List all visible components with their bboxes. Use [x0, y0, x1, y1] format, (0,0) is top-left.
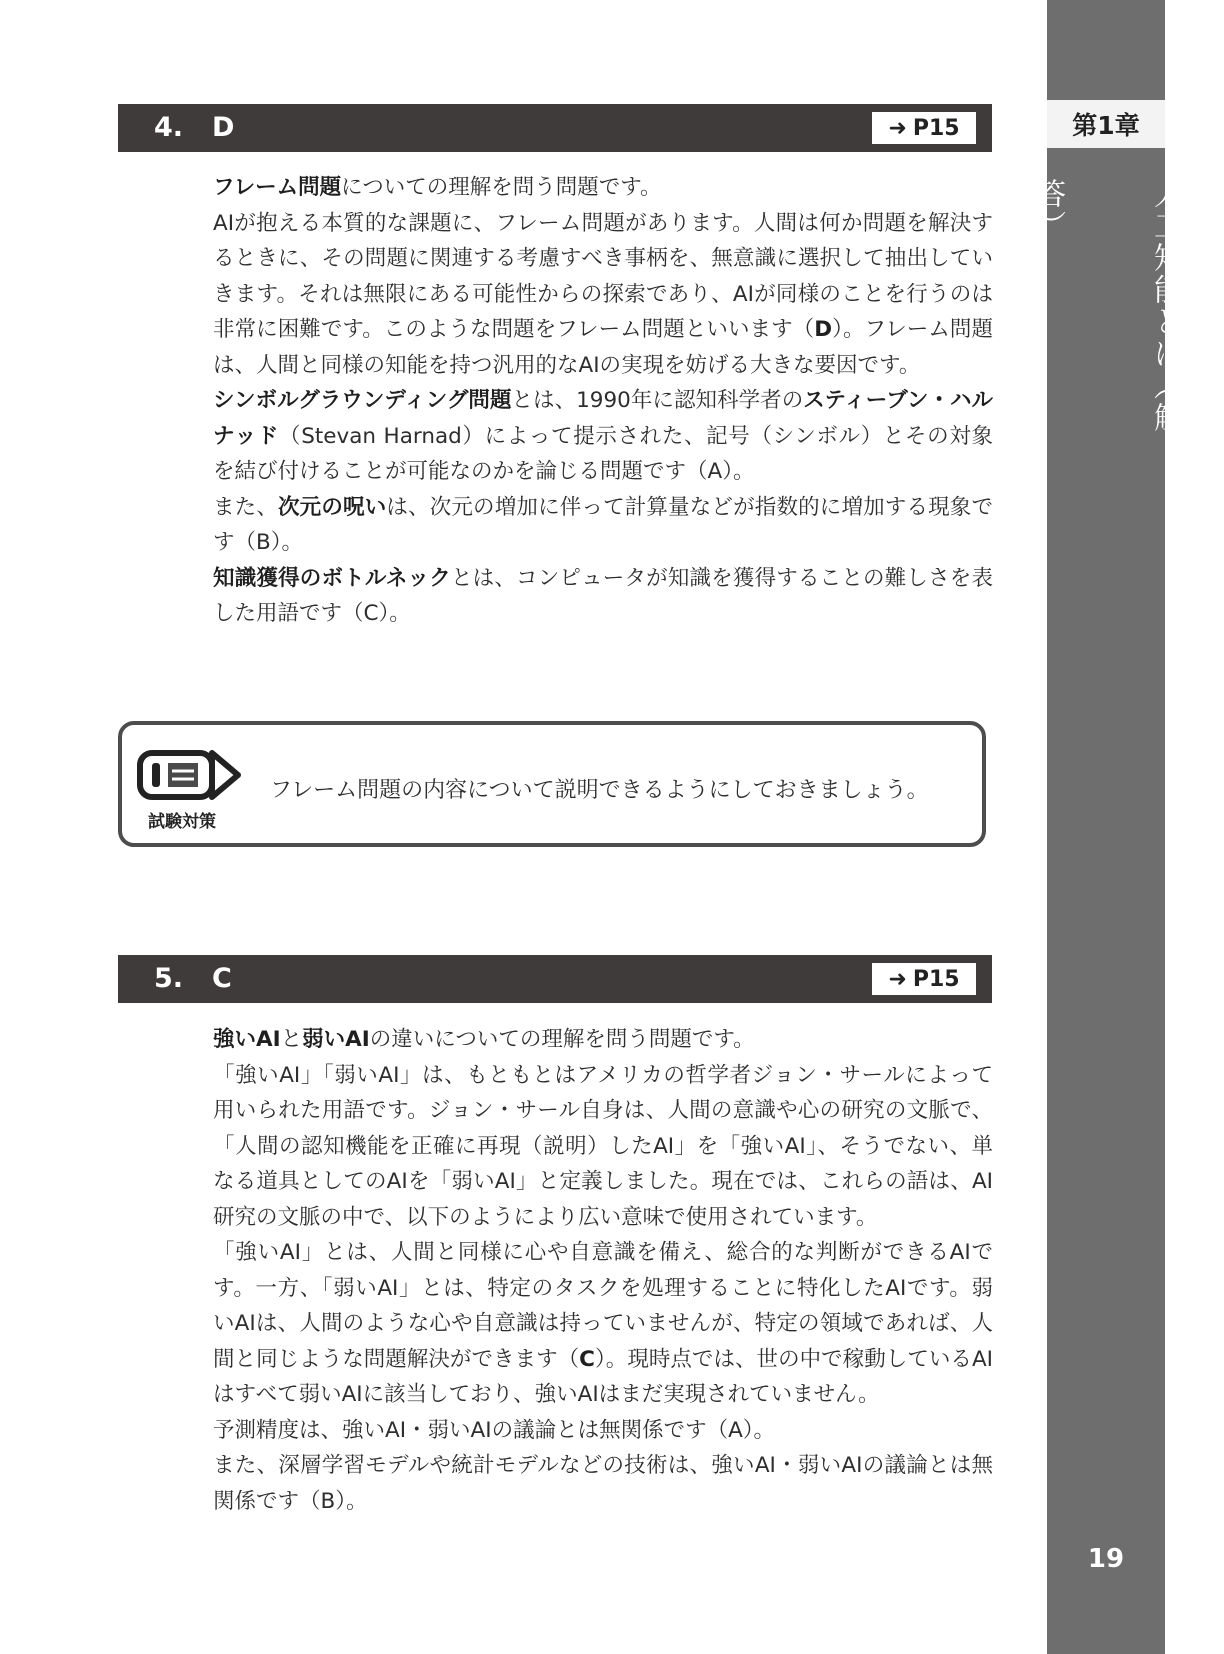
- paragraph: AIが抱える本質的な課題に、フレーム問題があります。人間は何か問題を解決するときに、その問題に関連する考慮すべき事柄を、無意識に選択して抽出していきます。それは無限にある可能性からの探索であり、AIが同様のことを行うのは非常に困難です。このような問題をフレーム問題といいます（D）。フレーム問題は、人間と同様の知能を持つ汎用的なAIの実現を妨げる大きな要因です。: [213, 210, 993, 378]
- answer-5-paragraphs: [213, 1022, 993, 1519]
- answer-4-paragraphs: [213, 170, 993, 632]
- key-term: D: [814, 317, 833, 342]
- page-reference: [872, 112, 976, 144]
- reference-page: P15: [912, 966, 960, 992]
- page-number: 19: [1087, 1544, 1125, 1574]
- answer-header-4: [118, 104, 992, 152]
- chapter-side-tab: [1030, 0, 1183, 1654]
- paragraph: 「強いAI」とは、人間と同様に心や自意識を備え、総合的な判断ができるAIです。一方、「弱いAI」とは、特定のタスクを処理することに特化したAIです。弱いAIは、人間のような心や自意識は持っていませんが、特定の領域であれば、人間と同じような問題解決ができます（C）。現時点では、世の中で稼動しているAIはすべて弱いAIに該当しており、強いAIはまだ実現されていません。: [213, 1240, 993, 1407]
- arrow-right-icon: ➜: [888, 966, 907, 992]
- paragraph: 強いAIと弱いAIの違いについての理解を問う問題です。: [213, 1027, 755, 1052]
- chapter-title: 人工知能とは（解答）: [1030, 178, 1183, 434]
- answer-5-explanation: [213, 1022, 993, 1519]
- chapter-label: 第1章: [1047, 100, 1165, 148]
- key-term: シンボルグラウンディング問題: [213, 388, 512, 413]
- key-term: 強いAI: [213, 1027, 281, 1052]
- paragraph: シンボルグラウンディング問題とは、1990年に認知科学者のスティーブン・ハルナッド（Stevan Harnad）によって提示された、記号（シンボル）とその対象を結び付けることが可能なのかを論じる問題です（A）。: [213, 388, 994, 484]
- key-term: C: [579, 1346, 595, 1372]
- key-term: フレーム問題: [213, 175, 342, 200]
- paragraph: 予測精度は、強いAI・弱いAIの議論とは無関係です（A）。: [213, 1417, 776, 1443]
- exam-tip-box: [118, 721, 986, 847]
- answer-letter: C: [212, 963, 232, 994]
- page-reference: [872, 963, 976, 995]
- key-term: スティーブン・ハルナッド: [213, 388, 994, 449]
- pencil-icon: [138, 747, 242, 803]
- reference-page: P15: [912, 115, 960, 141]
- key-term: 弱いAI: [302, 1027, 370, 1052]
- key-term: 次元の呪い: [278, 494, 387, 520]
- paragraph: また、深層学習モデルや統計モデルなどの技術は、強いAI・弱いAIの議論とは無関係です（B）。: [213, 1453, 993, 1514]
- paragraph: フレーム問題についての理解を問う問題です。: [213, 175, 662, 200]
- question-number: 5.: [154, 963, 184, 994]
- exam-tip-text: フレーム問題の内容について説明できるようにしておきましょう。: [270, 778, 929, 803]
- answer-header-5: [118, 955, 992, 1003]
- answer-4-explanation: [213, 170, 993, 632]
- key-term: 知識獲得のボトルネック: [213, 565, 451, 591]
- exam-tip-caption: 試験対策: [148, 812, 216, 832]
- paragraph: 「強いAI」「弱いAI」は、もともとはアメリカの哲学者ジョン・サールによって用いられた用語です。ジョン・サール自身は、人間の意識や心の研究の文脈で、「人間の認知機能を正確に再現（説明）したAI」を「強いAI」、そうでない、単なる道具としてのAIを「弱いAI」と定義しました。現在では、これらの語は、AI研究の文脈の中で、以下のようにより広い意味で使用されています。: [213, 1062, 993, 1230]
- paragraph: また、次元の呪いは、次元の増加に伴って計算量などが指数的に増加する現象です（B）。: [213, 494, 993, 555]
- answer-letter: D: [212, 112, 235, 143]
- question-number: 4.: [154, 112, 184, 143]
- paragraph: 知識獲得のボトルネックとは、コンピュータが知識を獲得することの難しさを表した用語です（C）。: [213, 565, 993, 626]
- arrow-right-icon: ➜: [888, 115, 907, 141]
